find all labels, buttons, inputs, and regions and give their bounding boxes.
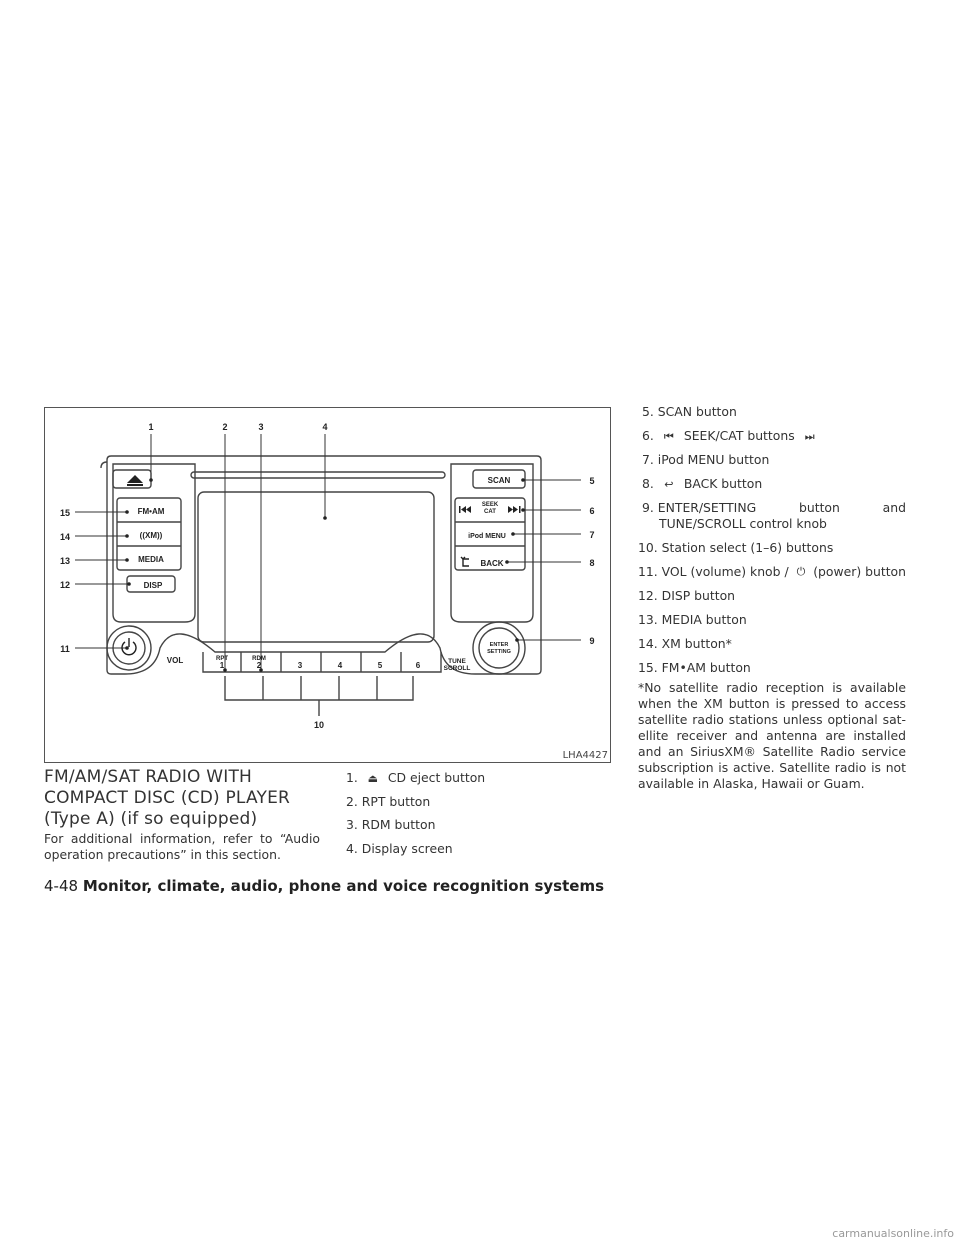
rdm-label: RDM [252, 656, 266, 662]
list-item: 15. FM•AM button [638, 660, 751, 675]
skip-back-icon: ⏮ [663, 430, 674, 443]
preset-label-6: 6 [415, 661, 421, 670]
seek-label-2: CAT [484, 509, 496, 515]
preset-label-3: 3 [297, 661, 303, 670]
list-item: 9. ENTER/SETTING button and TUNE/SCROLL control knob [642, 500, 906, 531]
callout-14: 14 [59, 532, 71, 542]
callout-1: 1 [148, 422, 154, 432]
chapter-title: Monitor, climate, audio, phone and voice recognition systems [82, 877, 605, 895]
vol-label: VOL [166, 656, 184, 665]
callout-3: 3 [258, 422, 264, 432]
skip-back-icon [459, 506, 471, 513]
skip-forward-icon: ⏭ [804, 430, 815, 443]
return-arrow-icon [461, 557, 469, 566]
callout-13: 13 [59, 556, 71, 566]
back-label: BACK [480, 559, 504, 568]
enter-label-2: SETTING [487, 649, 511, 655]
list-item: 5. SCAN button [642, 404, 737, 419]
preset-label-4: 4 [337, 661, 343, 670]
list-item: 3. RDM button [346, 817, 436, 832]
watermark: carmanualsonline.info [832, 1227, 954, 1240]
list-item: 13. MEDIA button [638, 612, 747, 627]
page-footer [44, 877, 604, 895]
tune-label-1: TUNE [448, 658, 466, 665]
callout-12: 12 [59, 580, 71, 590]
power-icon: ⏻ [796, 565, 806, 578]
legend-list-left [346, 770, 606, 864]
legend-list-right [638, 404, 906, 792]
list-item: 10. Station select (1–6) buttons [638, 540, 834, 555]
fm-am-label: FM•AM [137, 507, 165, 516]
callout-7: 7 [589, 530, 595, 540]
figure-code: LHA4427 [562, 750, 608, 761]
eject-icon [127, 475, 143, 486]
callout-9: 9 [589, 636, 595, 646]
xm-label: ((XM)) [139, 531, 163, 540]
enter-label-1: ENTER [489, 642, 509, 648]
ipod-menu-label: iPod MENU [468, 533, 506, 540]
seek-label-1: SEEK [481, 502, 499, 508]
radio-diagram-figure [44, 407, 611, 763]
preset-label-1: 1 [219, 661, 225, 670]
rpt-label: RPT [216, 656, 228, 662]
scan-label: SCAN [487, 476, 511, 485]
page-number: 4-48 [44, 877, 79, 895]
return-arrow-icon: ↩ [664, 478, 674, 491]
list-item: 6. ⏮ SEEK/CAT buttons ⏭ [638, 428, 906, 444]
callout-15: 15 [59, 508, 71, 518]
radio-unit-illustration [45, 408, 610, 762]
tune-label-2: SCROLL [443, 665, 471, 672]
callout-5: 5 [589, 476, 595, 486]
list-item: 12. DISP button [638, 588, 736, 603]
callout-2: 2 [222, 422, 228, 432]
eject-icon: ⏏ [367, 772, 379, 785]
intro-paragraph: For additional information, refer to “Audio operation precautions” in this section. [44, 831, 320, 862]
list-item: 1. ⏏ CD eject button [346, 770, 486, 785]
list-item: 7. iPod MENU button [642, 452, 770, 467]
preset-label-2: 2 [256, 661, 262, 670]
media-label: MEDIA [138, 555, 164, 564]
callout-10: 10 [313, 720, 325, 730]
callout-11: 11 [60, 644, 70, 654]
preset-label-5: 5 [377, 661, 383, 670]
callout-4: 4 [322, 422, 328, 432]
list-item: 8. ↩ BACK button [642, 476, 763, 491]
list-item: 2. RPT button [346, 793, 431, 809]
list-item: 11. VOL (volume) knob / ⏻ (power) button [638, 564, 906, 579]
footnote: *No satellite radio reception is available when the XM button is pressed to access satellite radio stations unless optional sat-ellite receiver and antenna are installed and an SiriusXM® Satellite Radio service subscription is active. Satellite radio is not available in Alaska, Hawaii or Guam. [638, 680, 906, 791]
section-heading: FM/AM/SAT RADIO WITH COMPACT DISC (CD) PLAYER (Type A) (if so equipped) [44, 767, 291, 829]
list-item: 4. Display screen [346, 840, 453, 856]
disp-label: DISP [143, 581, 163, 590]
callout-8: 8 [589, 558, 595, 568]
skip-forward-icon [508, 506, 521, 513]
power-icon [122, 638, 136, 655]
callout-6: 6 [589, 506, 595, 516]
list-item: 14. XM button* [638, 636, 732, 651]
